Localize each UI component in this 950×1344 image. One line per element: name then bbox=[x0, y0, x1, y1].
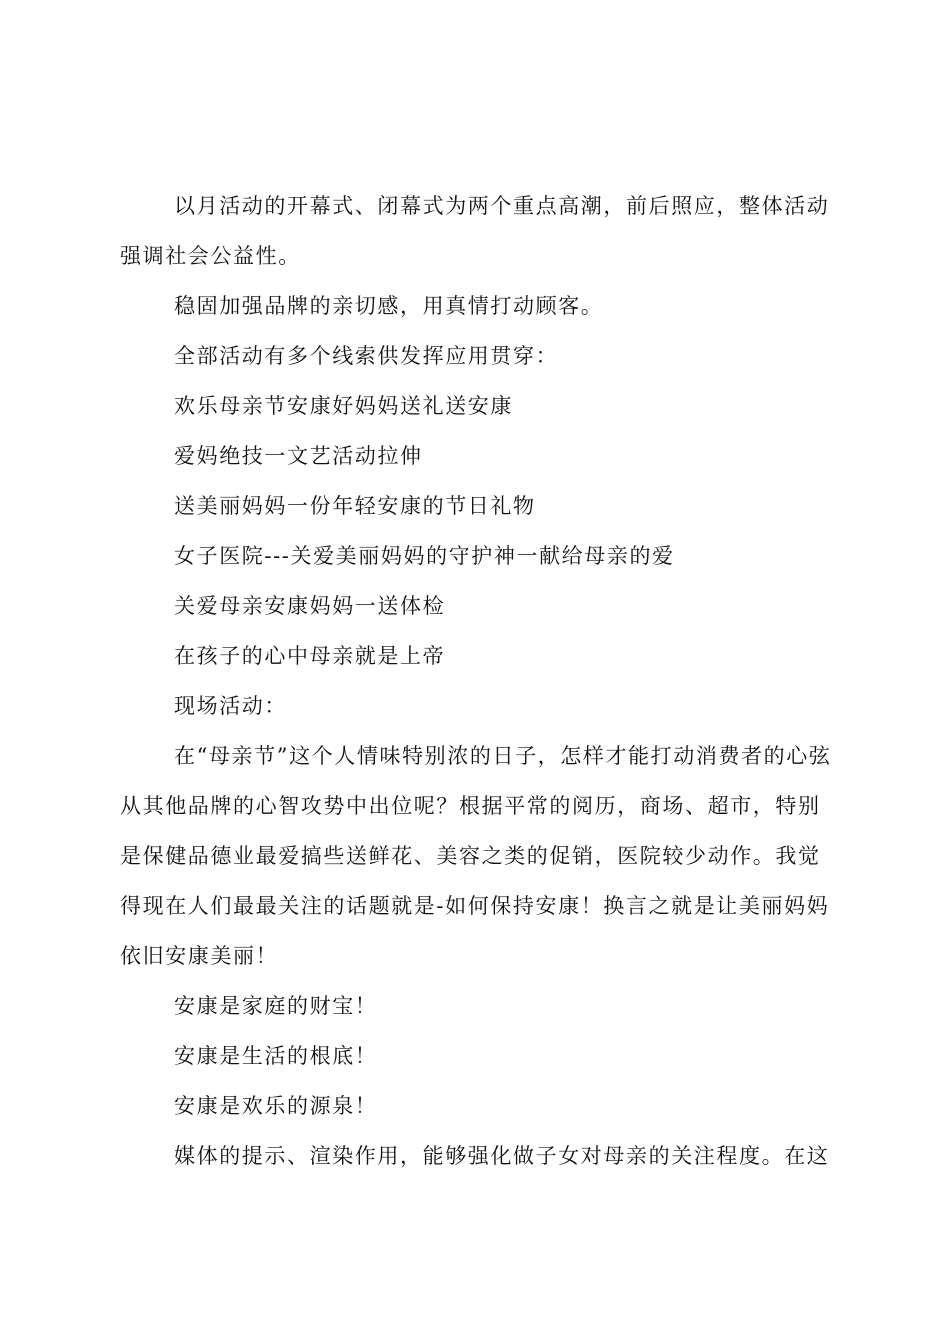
thread-item-1: 欢乐母亲节安康好妈妈送礼送安康 bbox=[174, 394, 513, 418]
paragraph-mothers-day: 在“母亲节”这个人情味特别浓的日子，怎样才能打动消费者的心弦从其他品牌的心智攻势中出位呢？根据平常的阅历，商场、超市，特别是保健品德业最爱搞些送鲜花、美容之类的促销，医院较少动作。我觉得现在人们最最关注的话题就是-如何保持安康！换言之就是让美丽妈妈依旧安康美丽！ bbox=[120, 744, 832, 968]
thread-item-2: 爱妈绝技一文艺活动拉伸 bbox=[174, 444, 423, 468]
paragraph-opening-closing: 以月活动的开幕式、闭幕式为两个重点高潮，前后照应，整体活动强调社会公益性。 bbox=[120, 194, 830, 268]
paragraph-brand-affinity: 稳固加强品牌的亲切感，用真情打动顾客。 bbox=[174, 294, 604, 318]
thread-item-5: 关爱母亲安康妈妈一送体检 bbox=[174, 594, 446, 618]
paragraph-media: 媒体的提示、渲染作用，能够强化做子女对母亲的关注程度。在这 bbox=[174, 1144, 830, 1168]
slogan-2: 安康是生活的根底！ bbox=[174, 1044, 378, 1068]
paragraph-activity-threads: 全部活动有多个线索供发挥应用贯穿： bbox=[174, 344, 559, 368]
slogan-1: 安康是家庭的财宝！ bbox=[174, 994, 378, 1018]
slogan-3: 安康是欢乐的源泉！ bbox=[174, 1094, 378, 1118]
section-heading-onsite: 现场活动： bbox=[174, 694, 287, 718]
thread-item-4: 女子医院---关爱美丽妈妈的守护神一献给母亲的爱 bbox=[174, 544, 675, 568]
thread-item-6: 在孩子的心中母亲就是上帝 bbox=[174, 644, 446, 668]
thread-item-3: 送美丽妈妈一份年轻安康的节日礼物 bbox=[174, 494, 536, 518]
